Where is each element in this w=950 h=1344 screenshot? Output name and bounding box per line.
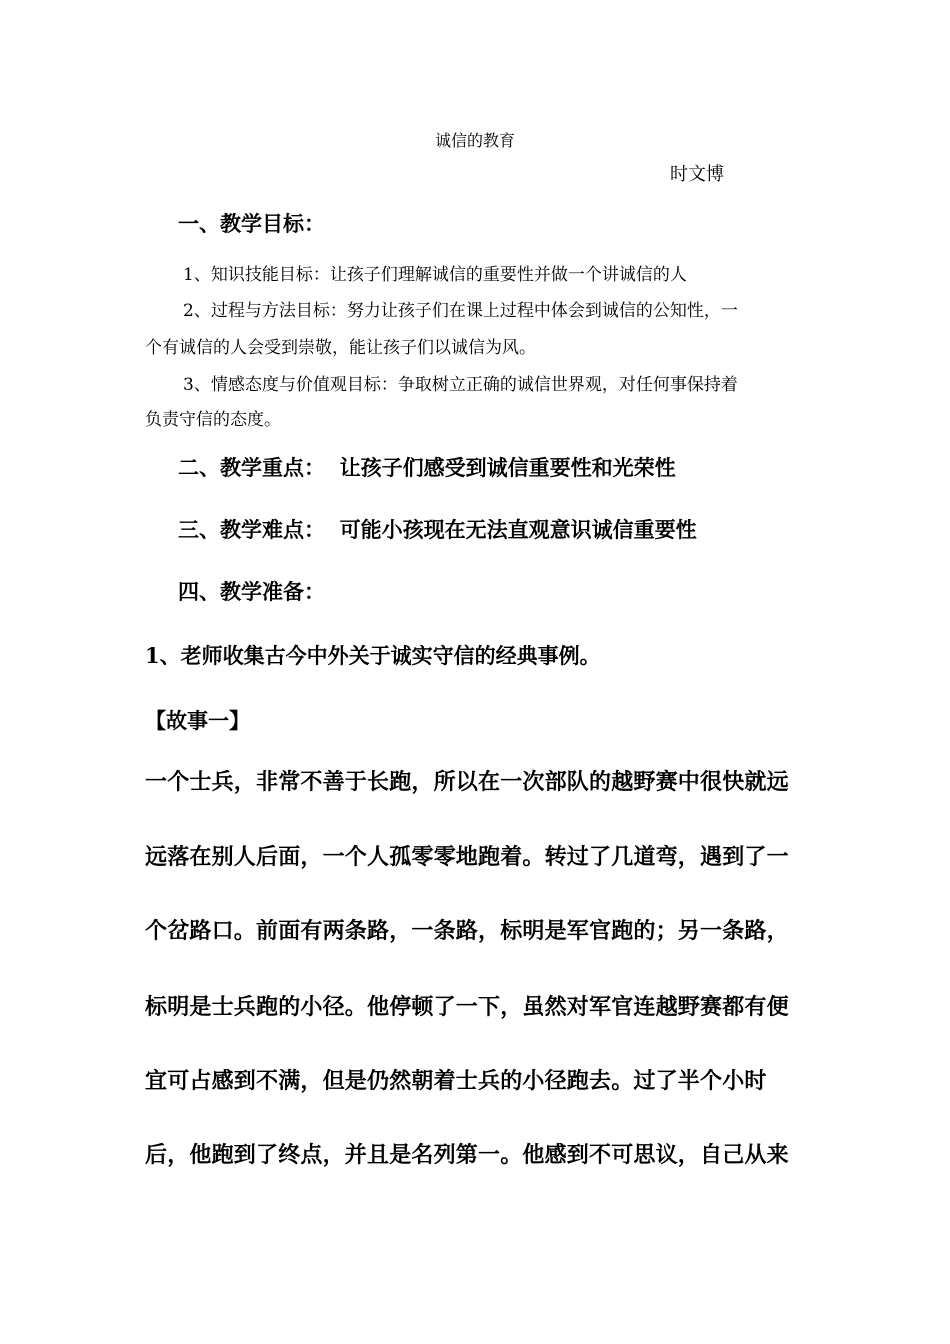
prep-item-1: 1、老师收集古今中外关于诚实守信的经典事例。 [145, 643, 601, 668]
goal-2-line-1: 2、过程与方法目标：努力让孩子们在课上过程中体会到诚信的公知性，一 [183, 301, 738, 321]
goal-3-line-2: 负责守信的态度。 [145, 410, 281, 430]
story-title: 【故事一】 [145, 708, 250, 733]
story-line: 宜可占感到不满，但是仍然朝着士兵的小径跑去。过了半个小时 [145, 1068, 767, 1094]
goal-3-line-1: 3、情感态度与价值观目标：争取树立正确的诚信世界观，对任何事保持着 [183, 375, 738, 395]
key-point: 二、教学重点： 让孩子们感受到诚信重要性和光荣性 [178, 455, 676, 480]
story-line: 标明是士兵跑的小径。他停顿了一下，虽然对军官连越野赛都有便 [145, 994, 789, 1020]
goal-1: 1、知识技能目标：让孩子们理解诚信的重要性并做一个讲诚信的人 [183, 265, 687, 285]
story-line: 个岔路口。前面有两条路，一条路，标明是军官跑的；另一条路， [145, 918, 789, 944]
document-title: 诚信的教育 [434, 131, 515, 150]
difficulty: 三、教学难点： 可能小孩现在无法直观意识诚信重要性 [178, 517, 697, 542]
story-line: 后，他跑到了终点，并且是名列第一。他感到不可思议，自己从来 [145, 1142, 789, 1168]
story-line: 远落在别人后面，一个人孤零零地跑着。转过了几道弯，遇到了一 [145, 844, 789, 870]
goals-heading: 一、教学目标： [178, 211, 325, 236]
story-line: 一个士兵，非常不善于长跑，所以在一次部队的越野赛中很快就远 [145, 769, 789, 795]
goal-2-line-2: 个有诚信的人会受到崇敬，能让孩子们以诚信为风。 [145, 338, 536, 358]
author-name: 时文博 [670, 164, 724, 185]
preparation-heading: 四、教学准备： [178, 579, 325, 604]
